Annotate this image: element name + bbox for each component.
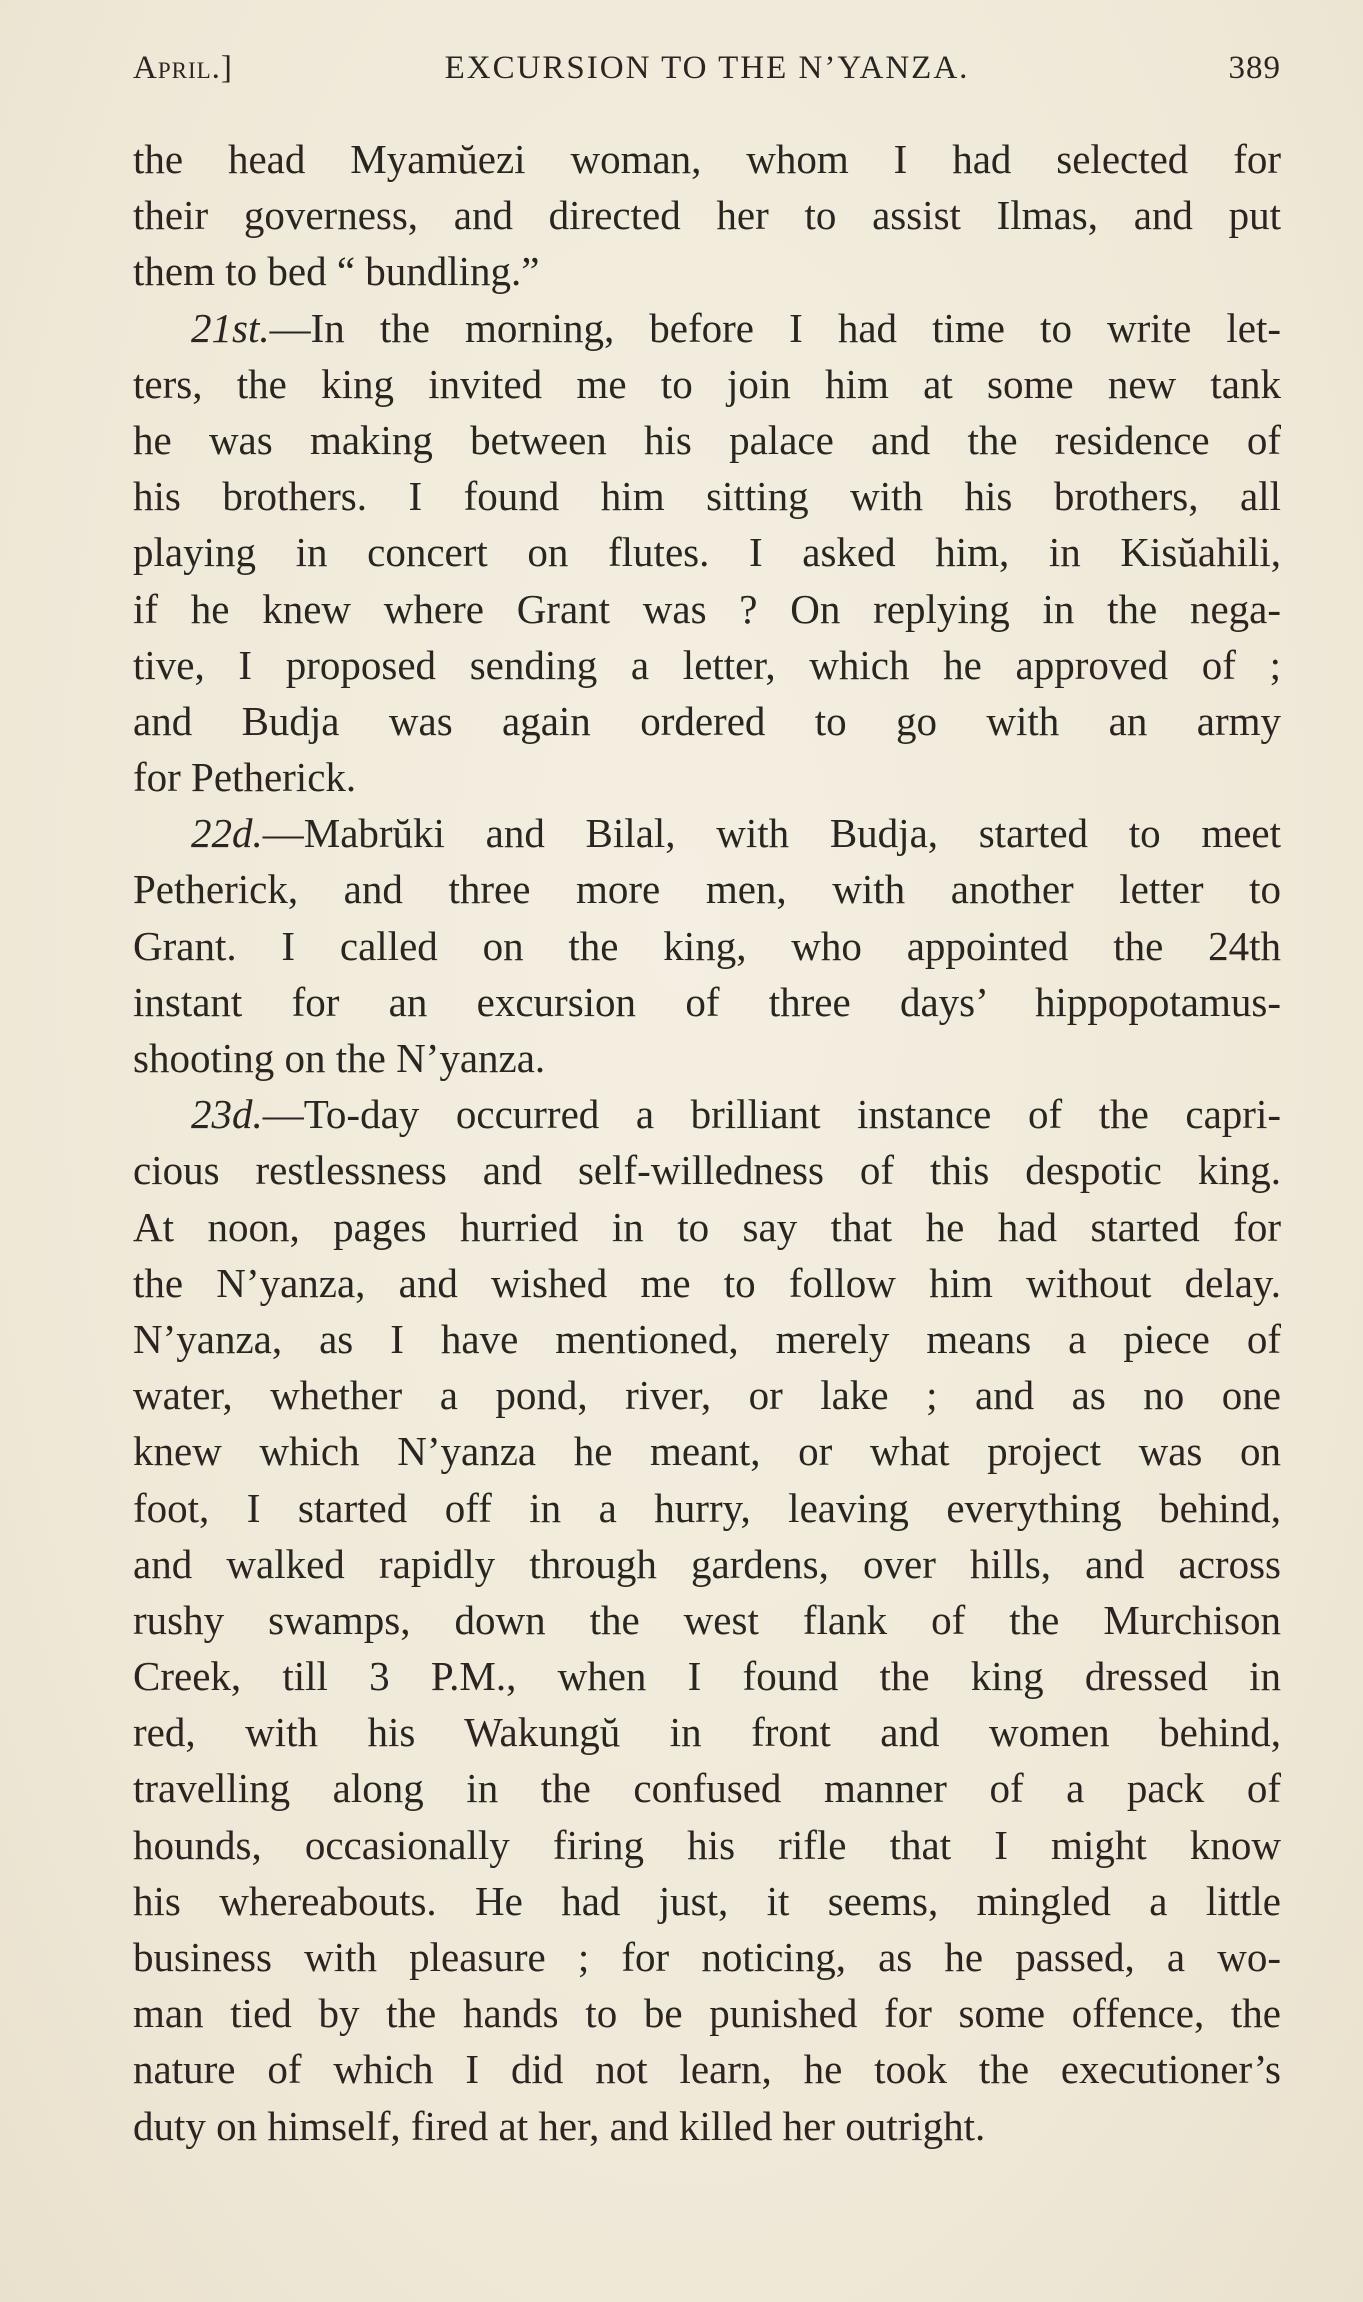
line-text: —In the morning, before I had time to write let- [269,304,1281,351]
text-line [133,2098,1281,2154]
text-line [133,974,1281,1030]
running-head [133,50,1281,100]
line-text: for Petherick. [133,754,357,801]
text-line [133,1199,1281,1255]
body-text [133,131,1281,2154]
page-number: 389 [1228,50,1281,86]
line-text: Petherick, and three more men, with another letter to [133,866,1281,913]
line-text: man tied by the hands to be punished for some offence, the [133,1990,1281,2037]
text-line [133,131,1281,187]
line-text: the N’yanza, and wished me to follow him without delay. [133,1259,1281,1306]
entry-date: 23d. [191,1091,263,1138]
text-line [133,918,1281,974]
line-text: water, whether a pond, river, or lake ; and as no one [133,1372,1281,1419]
line-text: and Budja was again ordered to go with an army [133,697,1281,744]
text-line [133,300,1281,356]
entry-date: 22d. [191,810,263,857]
line-text: tive, I proposed sending a letter, which he approved of ; [133,641,1281,688]
running-head-month: April.] [133,50,233,86]
text-line [133,1536,1281,1592]
line-text: N’yanza, as I have mentioned, merely means a piece of [133,1315,1281,1362]
text-line [133,1817,1281,1873]
line-text: —To-day occurred a brilliant instance of the capri- [262,1091,1281,1138]
line-text: travelling along in the confused manner of a pack of [133,1765,1281,1812]
line-text: instant for an excursion of three days’ hippopotamus- [133,978,1281,1025]
text-line [133,1255,1281,1311]
text-line [133,1648,1281,1704]
text-line [133,581,1281,637]
text-line [133,1423,1281,1479]
text-line [133,1985,1281,2041]
line-text: business with pleasure ; for noticing, as he passed, a wo- [133,1934,1281,1980]
line-text: duty on himself, fired at her, and killed her outright. [133,2102,986,2149]
text-line [133,468,1281,524]
line-text: At noon, pages hurried in to say that he had started for [133,1203,1281,1250]
line-text: and walked rapidly through gardens, over hills, and across [133,1540,1281,1587]
text-line [133,2041,1281,2097]
text-line [133,1704,1281,1760]
line-text: nature of which I did not learn, he took the executioner’s [133,2046,1281,2093]
line-text: —Mabrŭki and Bilal, with Budja, started to meet [262,810,1281,857]
text-line [133,749,1281,805]
text-line [133,1592,1281,1648]
text-line [133,1030,1281,1086]
text-line [133,187,1281,243]
entry-date: 21st. [191,304,270,351]
text-line [133,1480,1281,1536]
line-text: shooting on the N’yanza. [133,1035,546,1081]
text-line [133,693,1281,749]
text-line [133,637,1281,693]
text-line [133,243,1281,299]
line-text: the head Myamŭezi woman, whom I had selected for [133,136,1281,182]
line-text: Creek, till 3 P.M., when I found the king dressed in [133,1653,1281,1700]
line-text: rushy swamps, down the west flank of the Murchison [133,1596,1281,1643]
line-text: his whereabouts. He had just, it seems, mingled a little [133,1877,1281,1924]
running-head-title: EXCURSION TO THE N’YANZA. [444,50,970,86]
text-line [133,1760,1281,1816]
line-text: ters, the king invited me to join him at some new tank [133,360,1281,407]
line-text: red, with his Wakungŭ in front and women behind, [133,1709,1281,1756]
line-text: hounds, occasionally firing his rifle that I might know [133,1821,1281,1868]
text-line [133,412,1281,468]
text-line [133,805,1281,861]
line-text: playing in concert on flutes. I asked him, in Kisŭahili, [133,529,1281,576]
line-text: them to bed “ bundling.” [133,248,540,295]
text-line [133,1929,1281,1985]
line-text: their governess, and directed her to assist Ilmas, and put [133,192,1281,239]
text-line [133,1367,1281,1423]
text-line [133,1086,1281,1142]
text-line [133,861,1281,917]
text-line [133,524,1281,580]
line-text: cious restlessness and self-willedness of this despotic king. [133,1147,1281,1194]
text-line [133,1873,1281,1929]
text-line [133,356,1281,412]
line-text: foot, I started off in a hurry, leaving everything behind, [133,1484,1281,1531]
text-line [133,1142,1281,1198]
line-text: knew which N’yanza he meant, or what project was on [133,1428,1281,1475]
line-text: if he knew where Grant was ? On replying in the nega- [133,585,1281,632]
line-text: he was making between his palace and the residence of [133,416,1281,463]
line-text: his brothers. I found him sitting with his brothers, all [133,473,1281,520]
text-line [133,1311,1281,1367]
line-text: Grant. I called on the king, who appointed the 24th [133,922,1281,969]
